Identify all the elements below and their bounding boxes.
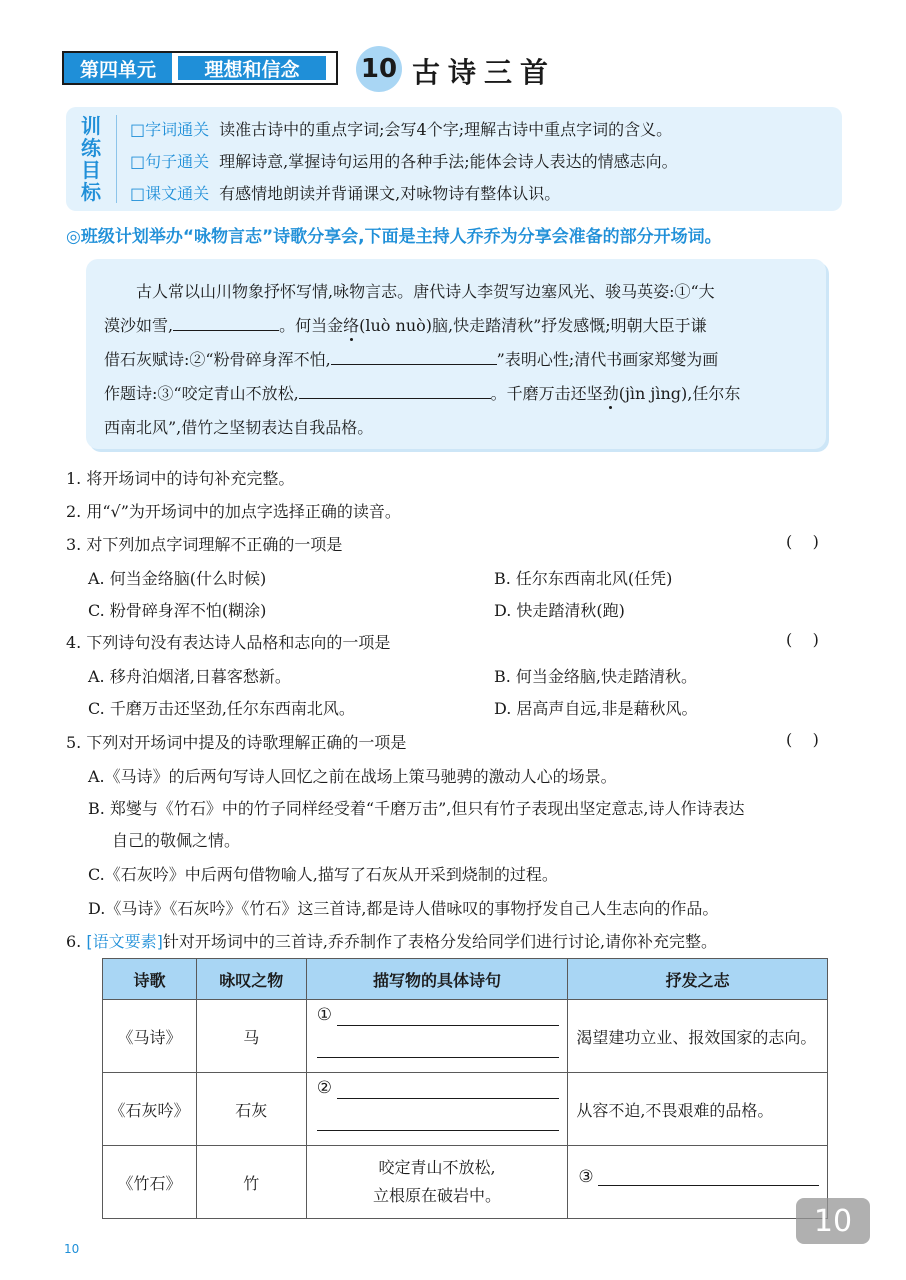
goal-text: 有感情地朗读并背诵课文,对咏物诗有整体认识。	[219, 184, 561, 203]
unit-label: 第四单元	[64, 53, 172, 83]
blank-mark: ①	[316, 1005, 332, 1025]
table-header-row	[103, 959, 828, 1000]
blank-mark: ③	[578, 1167, 594, 1187]
unit-banner	[62, 51, 338, 85]
aspiration-cell[interactable]	[568, 1146, 828, 1219]
skill-tag: [语文要素]	[86, 932, 163, 951]
col-header-object: 咏叹之物	[196, 959, 306, 1000]
lines-cell	[306, 1146, 568, 1219]
question-4: 4. 下列诗句没有表达诗人品格和志向的一项是	[66, 633, 391, 652]
unit-theme: 理想和信念	[178, 56, 326, 80]
passage-text: 漠沙如雪,	[104, 316, 174, 335]
option-5c[interactable]: C.《石灰吟》中后两句借物喻人,描写了石灰从开采到烧制的过程。	[88, 865, 558, 884]
answer-blank-1[interactable]	[173, 314, 279, 331]
dotted-char: 络	[343, 316, 360, 335]
goal-text: 理解诗意,掌握诗句运用的各种手法;能体会诗人表达的情感志向。	[219, 152, 678, 171]
table-row	[103, 1146, 828, 1219]
passage-text: 作题诗:③“咬定青山不放松,	[104, 384, 299, 403]
answer-parenthesis[interactable]: ( )	[786, 730, 819, 749]
aspiration-cell: 从容不迫,不畏艰难的品格。	[568, 1073, 828, 1146]
col-header-aspiration: 抒发之志	[568, 959, 828, 1000]
dotted-char: 劲	[602, 384, 619, 403]
question-5: 5. 下列对开场词中提及的诗歌理解正确的一项是	[66, 733, 407, 752]
goal-tag[interactable]: □课文通关	[130, 184, 210, 203]
goals-label: 训练目标	[81, 114, 101, 204]
goal-tag[interactable]: □字词通关	[130, 120, 210, 139]
passage-text: (luò nuò)脑,快走踏清秋”抒发感慨;明朝大臣于谦	[359, 316, 707, 335]
question-1: 1. 将开场词中的诗句补充完整。	[66, 469, 295, 488]
question-6	[66, 929, 717, 952]
opening-passage	[86, 259, 826, 449]
option-4d[interactable]: D. 居高声自远,非是藉秋风。	[494, 699, 698, 718]
passage-text: ”表明心性;清代书画家郑燮为画	[496, 350, 719, 369]
training-goals	[66, 107, 842, 211]
passage-text: (jìn jìng),任尔东	[618, 384, 741, 403]
option-3b[interactable]: B. 任尔东西南北风(任凭)	[494, 569, 673, 588]
passage-line	[104, 381, 740, 404]
object-cell: 竹	[196, 1146, 306, 1219]
option-4c[interactable]: C. 千磨万击还坚劲,任尔东西南北风。	[88, 699, 355, 718]
option-5b[interactable]: B. 郑燮与《竹石》中的竹子同样经受着“千磨万击”,但只有竹子表现出坚定意志,诗人作诗表达	[88, 799, 745, 818]
aspiration-cell: 渴望建功立业、报效国家的志向。	[568, 1000, 828, 1073]
passage-line: 西南北风”,借竹之坚韧表达自我品格。	[104, 418, 374, 437]
lines-cell[interactable]	[306, 1073, 568, 1146]
passage-line	[104, 313, 707, 336]
answer-line[interactable]	[317, 1130, 560, 1131]
goals-divider	[116, 115, 117, 203]
answer-parenthesis[interactable]: ( )	[786, 532, 819, 551]
poem-cell: 《石灰吟》	[103, 1073, 197, 1146]
intro-text: ◎班级计划举办“咏物言志”诗歌分享会,下面是主持人乔乔为分享会准备的部分开场词。	[66, 227, 722, 247]
answer-blank-2[interactable]	[331, 348, 497, 365]
page-badge: 10	[796, 1198, 870, 1244]
goal-tag[interactable]: □句子通关	[130, 152, 210, 171]
option-5b-cont: 自己的敬佩之情。	[112, 831, 241, 850]
answer-line[interactable]	[598, 1185, 819, 1186]
answer-parenthesis[interactable]: ( )	[786, 630, 819, 649]
passage-text: 借石灰赋诗:②“粉骨碎身浑不怕,	[104, 350, 331, 369]
blank-mark: ②	[316, 1078, 332, 1098]
page-number: 10	[64, 1242, 80, 1256]
answer-blank-3[interactable]	[299, 382, 491, 399]
question-text: 针对开场词中的三首诗,乔乔制作了表格分发给同学们进行讨论,请你补充完整。	[162, 932, 718, 951]
question-3: 3. 对下列加点字词理解不正确的一项是	[66, 535, 343, 554]
col-header-lines: 描写物的具体诗句	[306, 959, 568, 1000]
goal-row-sentences	[130, 149, 678, 172]
option-4b[interactable]: B. 何当金络脑,快走踏清秋。	[494, 667, 698, 686]
poem-cell: 《竹石》	[103, 1146, 197, 1219]
answer-line[interactable]	[337, 1025, 560, 1026]
poem-cell: 《马诗》	[103, 1000, 197, 1073]
lines-cell[interactable]	[306, 1000, 568, 1073]
poem-line: 立根原在破岩中。	[373, 1186, 502, 1205]
answer-line[interactable]	[317, 1057, 560, 1058]
option-5d[interactable]: D.《马诗》《石灰吟》《竹石》这三首诗,都是诗人借咏叹的事物抒发自己人生志向的作品。	[88, 899, 719, 918]
lesson-number: 10	[356, 46, 402, 92]
passage-text: 。千磨万击还坚	[490, 384, 603, 403]
object-cell: 马	[196, 1000, 306, 1073]
passage-text: 。何当金	[279, 316, 344, 335]
option-4a[interactable]: A. 移舟泊烟渚,日暮客愁新。	[88, 667, 291, 686]
option-3a[interactable]: A. 何当金络脑(什么时候)	[88, 569, 267, 588]
poem-line: 咬定青山不放松,	[378, 1158, 496, 1177]
question-2: 2. 用“√”为开场词中的加点字选择正确的读音。	[66, 502, 401, 521]
answer-line[interactable]	[337, 1098, 560, 1099]
object-cell: 石灰	[196, 1073, 306, 1146]
passage-line	[104, 347, 718, 370]
goal-row-text	[130, 181, 560, 204]
col-header-poem: 诗歌	[103, 959, 197, 1000]
poem-table	[102, 958, 828, 1219]
question-number: 6.	[66, 932, 82, 951]
option-3d[interactable]: D. 快走踏清秋(跑)	[494, 601, 625, 620]
option-3c[interactable]: C. 粉骨碎身浑不怕(糊涂)	[88, 601, 267, 620]
goal-text: 读准古诗中的重点字词;会写4个字;理解古诗中重点字词的含义。	[219, 120, 673, 139]
option-5a[interactable]: A.《马诗》的后两句写诗人回忆之前在战场上策马驰骋的激动人心的场景。	[88, 767, 617, 786]
table-row	[103, 1000, 828, 1073]
goal-row-words	[130, 117, 672, 140]
passage-line: 古人常以山川物象抒怀写情,咏物言志。唐代诗人李贺写边塞风光、骏马英姿:①“大	[136, 282, 715, 301]
lesson-title: 古诗三首	[412, 56, 557, 89]
table-row	[103, 1073, 828, 1146]
